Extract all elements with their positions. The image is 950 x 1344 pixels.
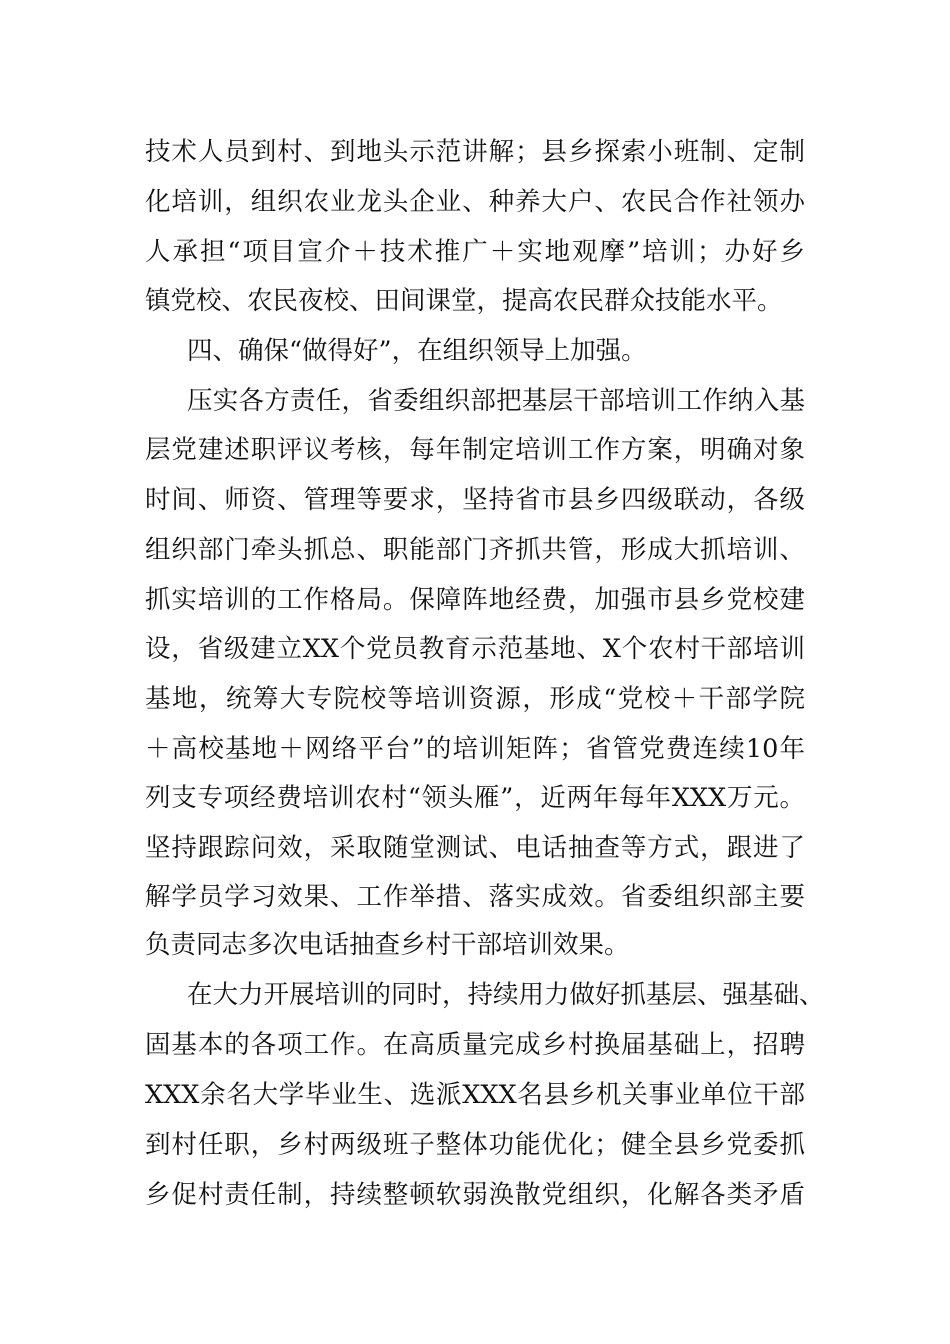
paragraph-line: 负责同志多次电话抽查乡村干部培训效果。: [145, 930, 630, 960]
paragraph-line: XXX余名大学毕业生、选派XXX名县乡机关事业单位干部: [145, 1080, 805, 1110]
paragraph-line: 乡促村责任制，持续整顿软弱涣散党组织，化解各类矛盾: [145, 1180, 805, 1210]
paragraph-line: 层党建述职评议考核，每年制定培训工作方案，明确对象: [145, 435, 805, 465]
paragraph-line: 技术人员到村、到地头示范讲解；县乡探索小班制、定制: [145, 137, 805, 167]
paragraph-line: 固基本的各项工作。在高质量完成乡村换届基础上，招聘: [145, 1030, 805, 1060]
paragraph-line: 压实各方责任，省委组织部把基层干部培训工作纳入基: [187, 386, 805, 416]
paragraph-line: 抓实培训的工作格局。保障阵地经费，加强市县乡党校建: [145, 585, 805, 615]
section-heading: 四、确保“做得好”，在组织领导上加强。: [187, 336, 647, 366]
paragraph-line: 坚持跟踪问效，采取随堂测试、电话抽查等方式，跟进了: [145, 833, 805, 863]
paragraph-line: 解学员学习效果、工作举措、落实成效。省委组织部主要: [145, 882, 805, 912]
paragraph-line: 镇党校、农民夜校、田间课堂，提高农民群众技能水平。: [145, 286, 783, 316]
paragraph-line: 基地，统筹大专院校等培训资源，形成“党校＋干部学院: [145, 684, 805, 714]
paragraph-line: 人承担“项目宣介＋技术推广＋实地观摩”培训；办好乡: [145, 237, 805, 267]
paragraph-line: 化培训，组织农业龙头企业、种养大户、农民合作社领办: [145, 187, 805, 217]
paragraph-line: 组织部门牵头抓总、职能部门齐抓共管，形成大抓培训、: [145, 535, 805, 565]
paragraph-line: ＋高校基地＋网络平台”的培训矩阵；省管党费连续10年: [145, 734, 805, 764]
paragraph-line: 到村任职，乡村两级班子整体功能优化；健全县乡党委抓: [145, 1130, 805, 1160]
paragraph-line: 在大力开展培训的同时，持续用力做好抓基层、强基础、: [187, 980, 825, 1010]
paragraph-line: 列支专项经费培训农村“领头雁”，近两年每年XXX万元。: [145, 783, 805, 813]
paragraph-line: 时间、师资、管理等要求，坚持省市县乡四级联动，各级: [145, 485, 805, 515]
paragraph-line: 设，省级建立XX个党员教育示范基地、X个农村干部培训: [145, 634, 805, 664]
